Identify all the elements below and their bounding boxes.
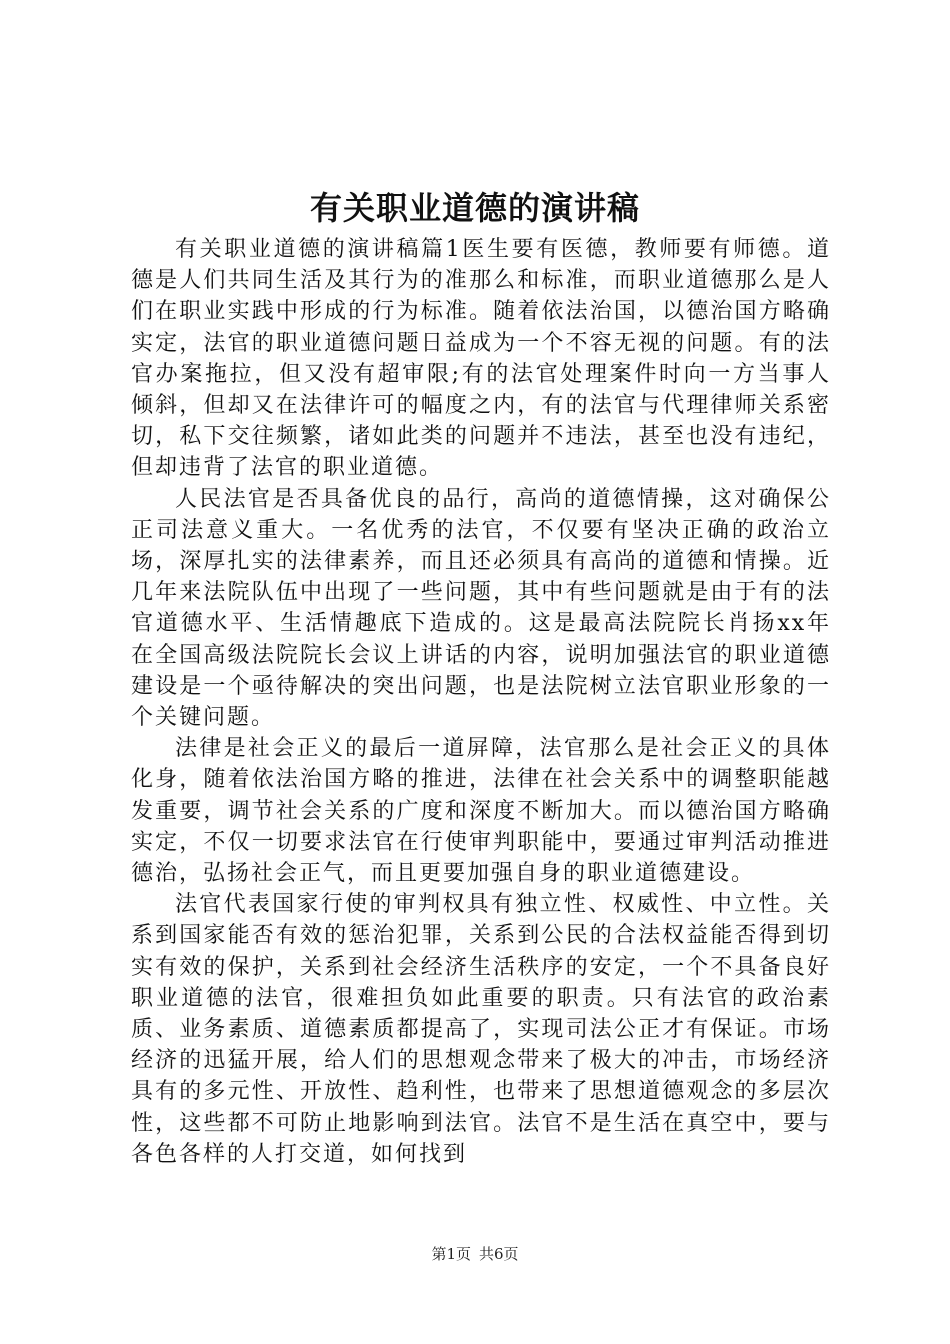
page-count: 共6页 bbox=[479, 1245, 519, 1263]
paragraph: 法官代表国家行使的审判权具有独立性、权威性、中立性。关系到国家能否有效的惩治犯罪，关系到公民的合法权益能否得到切实有效的保护，关系到社会经济生活秩序的安定，一个不具备良好职业道德的法官，很难担负如此重要的职责。只有法官的政治素质、业务素质、道德素质都提高了，实现司法公正才有保证。市场经济的迅猛开展，给人们的思想观念带来了极大的冲击，市场经济具有的多元性、开放性、趋利性，也带来了思想道德观念的多层次性，这些都不可防止地影响到法官。法官不是生活在真空中，要与各色各样的人打交道，如何找到 bbox=[131, 892, 831, 1167]
paragraph: 法律是社会正义的最后一道屏障，法官那么是社会正义的具体化身，随着依法治国方略的推进，法律在社会关系中的调整职能越发重要，调节社会关系的广度和深度不断加大。而以德治国方略确实定，不仅一切要求法官在行使审判职能中，要通过审判活动推进德治，弘扬社会正气，而且更要加强自身的职业道德建设。 bbox=[131, 736, 831, 887]
document-body bbox=[131, 234, 831, 1170]
paragraph: 有关职业道德的演讲稿篇1医生要有医德，教师要有师德。道德是人们共同生活及其行为的准那么和标准，而职业道德那么是人们在职业实践中形成的行为标准。随着依法治国，以德治国方略确实定，法官的职业道德问题日益成为一个不容无视的问题。有的法官办案拖拉，但又没有超审限;有的法官处理案件时向一方当事人倾斜，但却又在法律许可的幅度之内，有的法官与代理律师关系密切，私下交往频繁，诸如此类的问题并不违法，甚至也没有违纪，但却违背了法官的职业道德。 bbox=[131, 237, 831, 481]
document-title: 有关职业道德的演讲稿 bbox=[309, 189, 640, 227]
paragraph: 人民法官是否具备优良的品行，高尚的道德情操，这对确保公正司法意义重大。一名优秀的法官，不仅要有坚决正确的政治立场，深厚扎实的法律素养，而且还必须具有高尚的道德和情操。近几年来法院队伍中出现了一些问题，其中有些问题就是由于有的法官道德水平、生活情趣底下造成的。这是最高法院院长肖扬xx年在全国高级法院院长会议上讲话的内容，说明加强法官的职业道德建设是一个亟待解决的突出问题，也是法院树立法官职业形象的一个关键问题。 bbox=[131, 486, 831, 731]
page-number: 第1页 bbox=[431, 1245, 471, 1263]
page-footer bbox=[0, 1244, 950, 1264]
